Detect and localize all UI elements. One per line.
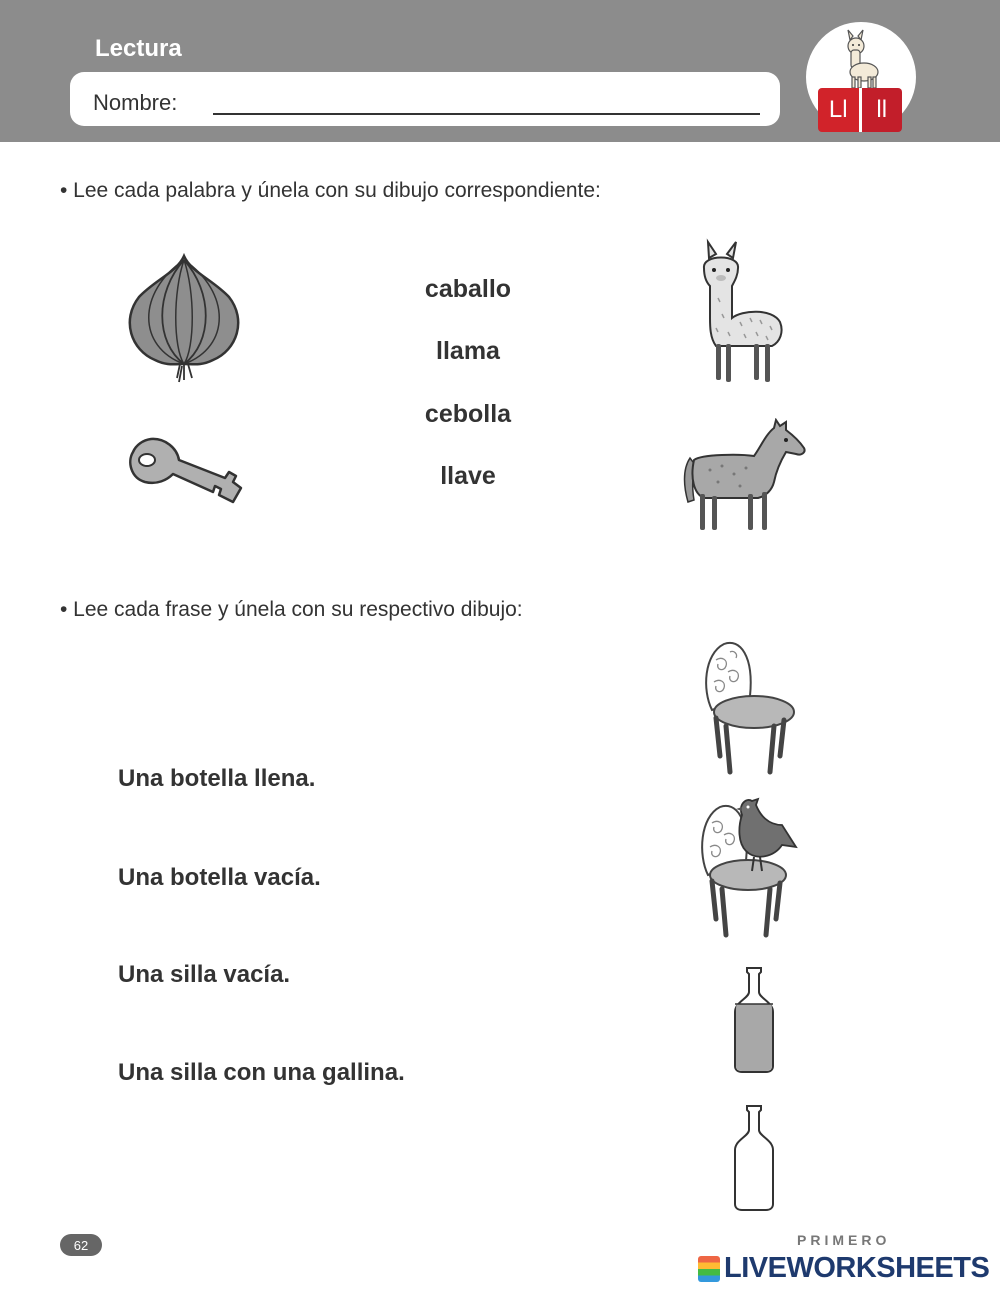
empty-chair-icon[interactable]	[700, 640, 800, 776]
page-title: Lectura	[95, 35, 182, 62]
phrase-botella-vacia: Una botella vacía.	[118, 864, 321, 891]
live-block-icon	[698, 1256, 720, 1282]
instruction-phrases: • Lee cada frase y únela con su respectivo dibujo:	[60, 598, 523, 621]
empty-bottle-icon[interactable]	[732, 1104, 776, 1212]
onion-icon[interactable]	[125, 252, 243, 384]
word-cebolla: cebolla	[424, 400, 512, 428]
badge-upper: Ll	[818, 88, 859, 132]
phrase-botella-llena: Una botella llena.	[118, 765, 316, 792]
phrase-silla-gallina: Una silla con una gallina.	[118, 1059, 405, 1086]
llama-logo-icon	[806, 22, 916, 92]
brand-text: LIVEWORKSHEETS	[724, 1252, 990, 1284]
letter-badge	[818, 88, 902, 132]
liveworksheets-logo[interactable]	[698, 1252, 989, 1285]
key-icon[interactable]	[125, 430, 245, 508]
horse-icon[interactable]	[680, 418, 808, 536]
name-input-line[interactable]	[213, 113, 760, 115]
word-caballo: caballo	[424, 275, 512, 303]
word-llave: llave	[440, 462, 496, 490]
badge-lower: ll	[859, 88, 903, 132]
page-number: 62	[60, 1234, 102, 1256]
name-field-box	[70, 72, 780, 126]
llama-icon[interactable]	[692, 238, 792, 386]
full-bottle-icon[interactable]	[732, 966, 776, 1074]
instruction-words: • Lee cada palabra y únela con su dibujo correspondiente:	[60, 179, 601, 202]
brand-primero: PRIMERO	[797, 1232, 891, 1248]
word-llama: llama	[436, 337, 500, 365]
chair-with-hen-icon[interactable]	[698, 795, 802, 941]
phrase-silla-vacia: Una silla vacía.	[118, 961, 291, 988]
name-label: Nombre:	[93, 90, 178, 115]
